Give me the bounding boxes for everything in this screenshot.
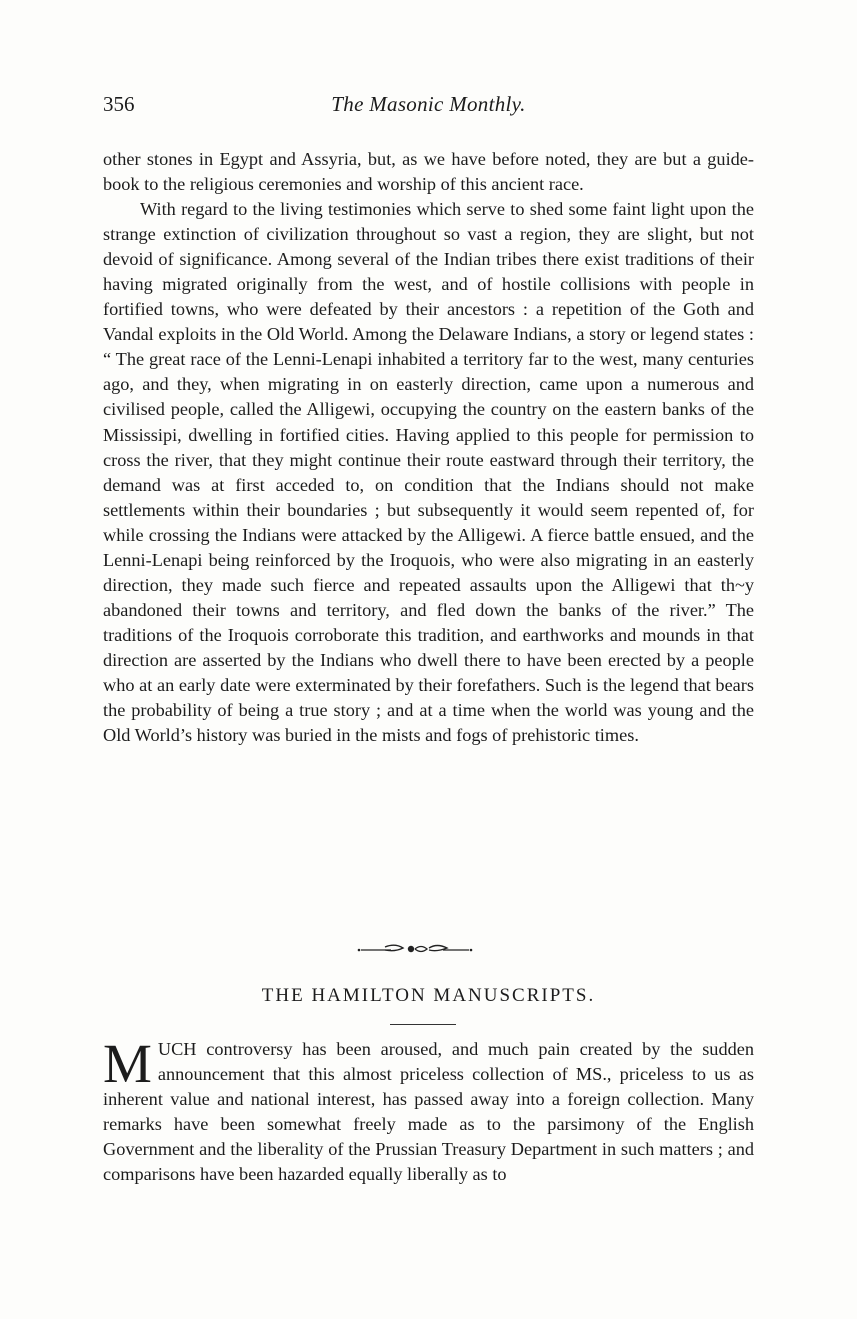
article-paragraph: other stones in Egypt and Assyria, but, as we have before noted, they are but a guide-book to the religious ceremonies and worship of this ancient race.	[103, 149, 754, 195]
ornament-divider-icon	[355, 939, 475, 957]
section-paragraph	[103, 1033, 754, 1187]
running-head	[103, 92, 754, 122]
drop-cap: M	[103, 1033, 152, 1094]
article-paragraph: With regard to the living testimonies which serve to shed some faint light upon the strange extinction of civilization throughout so vast a region, they are slight, but not devoid of significance. Among several of the Indian tribes there exist traditions of their having migrated originally from the west, and of hostile collisions with people in fortified towns, who were defeated by their ancestors : a repetition of the Goth and Vandal exploits in the Old World. Among the Delaware Indians, a story or legend states : “ The great race of the Lenni-Lenapi inhabited a territory far to the west, many centuries ago, and they, when migrating in on easterly direction, came upon a numerous and civilised people, called the Alligewi, occupying the country on the eastern banks of the Mississipi, dwelling in fortified cities. Having applied to this people for permission to cross the river, that they might continue their route eastward through their territory, the demand was at first acceded to, on condition that the Indians should not make settlements within their boundaries ; but subsequently it would seem repented of, for while crossing the Indians were attacked by the Alligewi. A fierce battle ensued, and the Lenni-Lenapi being reinforced by the Iroquois, who were also migrating in an easterly direction, they made such fierce and repeated assaults upon the Alligewi that th~y abandoned their towns and territory, and fled down the banks of the river.” The traditions of the Iroquois corroborate this tradition, and earthworks and mounds in that direction are asserted by the Indians who dwell there to have been erected by a people who at an early date were exterminated by their forefathers. Such is the legend that bears the probability of being a true story ; and at a time when the world was young and the Old World’s history was buried in the mists and fogs of prehistoric times.	[103, 199, 754, 746]
page-number: 356	[103, 92, 135, 116]
section-paragraph-text: UCH controversy has been aroused, and much pain created by the sudden announcement that this almost priceless collection of MS., priceless to us as inherent value and national interest, has passed away into a foreign collection. Many remarks have been somewhat freely made as to the parsimony of the English Government and the liberality of the Prussian Treasury Department in such matters ; and comparisons have been hazarded equally liberally as to	[103, 1039, 754, 1185]
heading-rule	[390, 1024, 456, 1025]
section-heading: THE HAMILTON MANUSCRIPTS.	[261, 985, 596, 1006]
section-body	[103, 1033, 754, 1187]
journal-title: The Masonic Monthly.	[331, 92, 526, 116]
article-continued	[103, 147, 754, 748]
